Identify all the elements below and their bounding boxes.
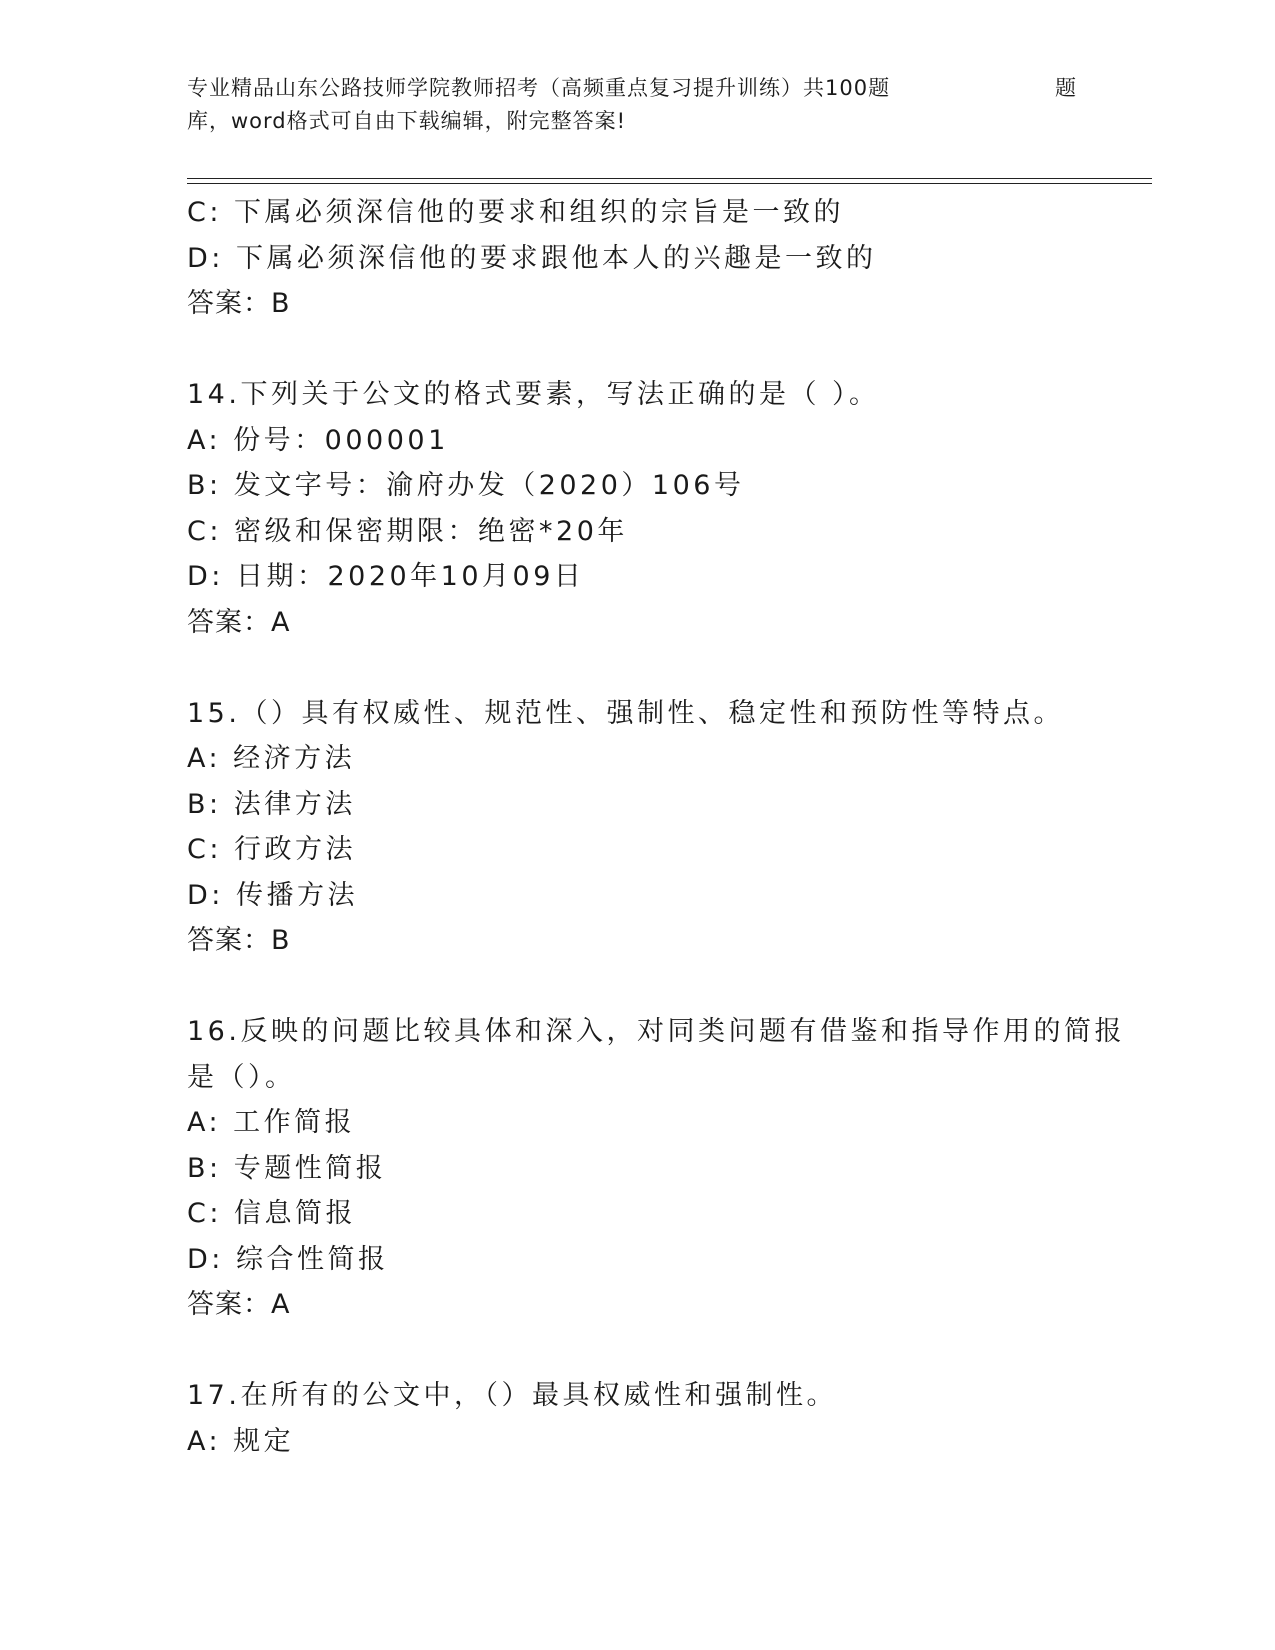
option-c: C: 下属必须深信他的要求和组织的宗旨是一致的 xyxy=(187,197,845,228)
option-b: B: 专题性简报 xyxy=(187,1152,387,1184)
question-16-continued: 是（）。 xyxy=(187,1061,296,1093)
question-17: 17.在所有的公文中，（）最具权威性和强制性。 xyxy=(187,1380,837,1411)
page-header xyxy=(187,72,1087,138)
option-d: D: 下属必须深信他的要求跟他本人的兴趣是一致的 xyxy=(187,242,877,274)
answer: 答案：B xyxy=(187,288,291,319)
header-divider-bottom xyxy=(187,183,1152,184)
header-divider-top xyxy=(187,178,1152,179)
option-c: C: 行政方法 xyxy=(187,834,357,865)
question-16: 16.反映的问题比较具体和深入，对同类问题有借鉴和指导作用的简报 xyxy=(187,1016,1125,1047)
option-d: D: 日期：2020年10月09日 xyxy=(187,561,585,592)
header-line-1 xyxy=(187,72,1087,105)
option-a: A: 工作简报 xyxy=(187,1107,356,1138)
header-title: 专业精品山东公路技师学院教师招考（高频重点复习提升训练）共100题 xyxy=(187,76,891,100)
option-b: B: 法律方法 xyxy=(187,788,356,820)
answer: 答案：A xyxy=(187,1289,291,1320)
spacer xyxy=(187,1328,1087,1374)
header-title-tail: 题 xyxy=(1055,76,1077,100)
option-a: A: 规定 xyxy=(187,1425,295,1457)
spacer xyxy=(187,327,1087,373)
option-a: A: 份号：000001 xyxy=(187,424,449,456)
answer: 答案：B xyxy=(187,925,291,956)
spacer xyxy=(187,645,1087,691)
option-c: C: 信息简报 xyxy=(187,1198,357,1229)
option-a: A: 经济方法 xyxy=(187,743,356,774)
question-14: 14.下列关于公文的格式要素，写法正确的是（ ）。 xyxy=(187,379,880,410)
question-list xyxy=(187,190,1125,1464)
header-line-2: 库，word格式可自由下载编辑，附完整答案! xyxy=(187,109,627,133)
option-c: C: 密级和保密期限：绝密*20年 xyxy=(187,515,628,547)
question-15: 15.（）具有权威性、规范性、强制性、稳定性和预防性等特点。 xyxy=(187,697,1064,729)
spacer xyxy=(187,964,1087,1010)
answer: 答案：A xyxy=(187,606,291,638)
option-d: D: 综合性简报 xyxy=(187,1243,389,1275)
option-b: B: 发文字号：渝府办发（2020）106号 xyxy=(187,470,745,501)
option-d: D: 传播方法 xyxy=(187,879,358,911)
